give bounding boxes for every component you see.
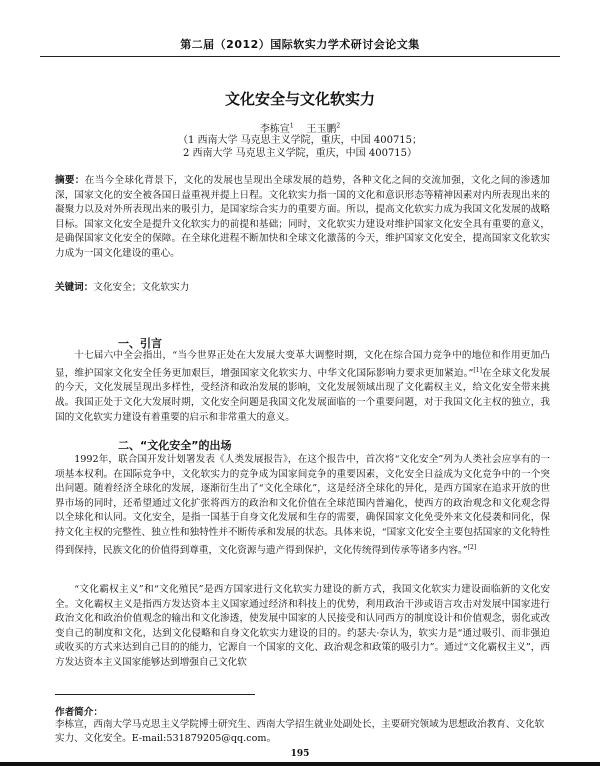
paragraph-text: “文化霸权主义”和“文化殖民”是西方国家进行文化软实力建设的新方式，我国文化软实力建设面临新的文化安全。文化霸权主义是指西方发达资本主义国家通过经济和科技上的优势，利用政治干涉或语言攻击对发展中国家进行政治文化和政治价值观念的输出和文化渗透，使发展中国家的人民接受和认同西方的制度设计和价值观念，弱化或改变自己的制度和文化，达到文化侵略和自身文化软实力建设的目的。约瑟夫·奈认为，软实力是“通过吸引、而非强迫或收买的方式来达到自己目的的能力，它源自一个国家的文化、政治观念和政策的吸引力”。通过“文化霸权主义”，西方发达资本主义国家能够达到增强自己文化软 bbox=[55, 584, 550, 668]
running-header: 第二届（2012）国际软实力学术研讨会论文集 bbox=[180, 38, 420, 51]
footnote-rule bbox=[55, 694, 255, 695]
author-affiliation-marker: 1 bbox=[289, 122, 294, 130]
body-paragraph bbox=[55, 583, 550, 671]
keywords-text: 文化安全；文化软实力 bbox=[93, 282, 190, 293]
page-number: 195 bbox=[290, 749, 310, 759]
keywords bbox=[55, 281, 550, 296]
author-name: 王玉鹏 bbox=[306, 124, 337, 135]
footnote-text: 李栋宣，西南大学马克思主义学院博士研究生、西南大学招生就业处副处长，主要研究领域为思想政治教育、文化软实力、文化安全。E-mail:531879205@qq.com。 bbox=[55, 719, 545, 744]
affiliation: （1 西南大学 马克思主义学院，重庆，中国 400715； bbox=[177, 135, 423, 146]
citation-marker: [2] bbox=[467, 543, 477, 551]
paragraph-text: 在全球文化发展的今天，文化发展呈现出多样性，受经济和政治发展的影响，文化发展领域出现了文化霸权主义，给文化安全带来挑战。我国正处于文化大发展时期，文化安全问题是我国文化发展面临的一个重要问题，对于我国文化主权的独立，我国的文化软实力建设有着重要的启示和非常重大的意义。 bbox=[55, 367, 551, 423]
affiliation: 2 西南大学 马克思主义学院，重庆，中国 400715） bbox=[182, 148, 418, 159]
body-paragraph bbox=[55, 453, 550, 558]
citation-marker: [1] bbox=[473, 366, 482, 374]
paragraph-text: 十七届六中全会指出，“当今世界正处在大发展大变革大调整时期，文化在综合国力竞争中的地位和作用更加凸显，维护国家文化安全任务更加艰巨，增强国家文化软实力、中华文化国际影响力要求更加紧迫。” bbox=[55, 350, 550, 379]
abstract-label: 摘要： bbox=[55, 175, 85, 186]
section-heading: 一、引言 bbox=[118, 337, 162, 350]
author-affiliation-marker: 2 bbox=[336, 122, 341, 130]
scan-edge bbox=[0, 762, 600, 766]
paper-title: 文化安全与文化软实力 bbox=[224, 90, 375, 108]
body-paragraph bbox=[55, 349, 550, 425]
header-rule bbox=[40, 56, 560, 57]
author-line bbox=[40, 120, 560, 135]
abstract-text: 在当今全球化背景下，文化的发展也呈现出全球发展的趋势，各种文化之间的交流加强，文化之间的渗透加深，国家文化的安全被各国日益重视并提上日程。文化软实力指一国的文化和意识形态等精神因素对内所表现出来的凝聚力以及对外所表现出来的吸引力，是国家综合实力的重要方面。所以，提高文化软实力成为我国文化发展的战略目标。国家文化安全是提升文化软实力的前提和基础；同时，文化软实力建设对维护国家文化安全具有重要的意义，是确保国家文化安全的保障。在全球化进程不断加快和全球文化激荡的今天，维护国家文化安全，提高国家文化软实力成为一国文化建设的重心。 bbox=[55, 175, 550, 259]
footnote-heading: 作者简介： bbox=[55, 707, 103, 718]
section-heading: 二、“文化安全”的出场 bbox=[118, 439, 232, 452]
author-name: 李栋宣 bbox=[259, 124, 290, 135]
paragraph-text: 1992年，联合国开发计划署发表《人类发展报告》，在这个报告中，首次将“文化安全”列为人类社会应享有的一项基本权利。在国际竞争中，文化软实力的竞争成为国家间竞争的重要因素，文化安全日益成为文化竞争中的一个突出问题。随着经济全球化的发展，逐渐衍生出了“文化全球化”，这是经济全球化的异化，是西方国家在追求开放的世界市场的同时，还希望通过文化扩张将西方的政治和文化价值在全球范围内普遍化，使西方的政治观念和文化观念得以全球化和认同。文化安全，是指一国基于自身文化发展和生存的需要，确保国家文化免受外来文化侵袭和同化，保持文化主权的完整性、独立性和独特性并不断传承和发展的状态。具体来说，“国家文化安全主要包括国家的文化特性得到保持，民族文化的价值得到尊重，文化资源与遗产得到保护，文化传统得到传承等诸多内容。” bbox=[55, 454, 550, 556]
keywords-label: 关键词： bbox=[55, 282, 94, 293]
abstract bbox=[55, 174, 550, 262]
